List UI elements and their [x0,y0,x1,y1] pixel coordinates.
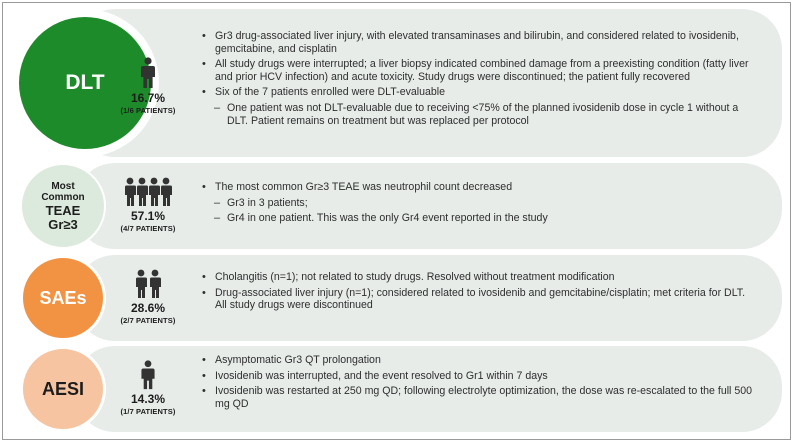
dlt-bullet-list [201,30,756,130]
list-item: • Six of the 7 patients enrolled were DLT-evaluable [201,86,756,99]
list-item: • Gr3 drug-associated liver injury, with elevated transaminases and bilirubin, and considered related to ivosidenib, gemcitabine, and cisplatin [201,30,756,55]
saes-stat [111,269,185,325]
row-saes [11,255,782,341]
list-item: • Ivosidenib was interrupted, and the event resolved to Gr1 within 7 days [201,370,756,383]
teae-percent: 57.1% [130,209,166,223]
saes-patients: (2/7 PATIENTS) [120,316,176,325]
teae-circle-line3: TEAE [45,202,81,218]
list-subitem: – Gr4 in one patient. This was the only Gr4 event reported in the study [201,212,756,225]
teae-circle-line4: Gr≥3 [48,216,78,232]
single-person-icon [141,360,155,390]
aesi-stat [111,360,185,416]
list-item: • Asymptomatic Gr3 QT prolongation [201,354,756,367]
saes-percent: 28.6% [130,301,166,315]
list-item: • Ivosidenib was restarted at 250 mg QD; following electrolyte optimization, the dose was re-escalated to the full 500 mg QD [201,385,756,410]
teae-circle-line1: Most [51,180,75,192]
aesi-circle-label: AESI [41,378,84,399]
list-item: • The most common Gr≥3 TEAE was neutrophil count decreased [201,181,756,194]
two-people-icon [135,269,161,299]
saes-circle [20,255,106,341]
saes-circle-label: SAEs [39,287,87,308]
aesi-circle [20,346,106,432]
list-subitem: – One patient was not DLT-evaluable due to receiving <75% of the planned ivosidenib dose in cycle 1 without a DLT. Patient remains on treatment but was replaced per protocol [201,102,756,127]
row-aesi [11,346,782,432]
saes-bullet-list [201,271,756,315]
aesi-percent: 14.3% [130,392,166,406]
dlt-circle-label: DLT [65,71,105,94]
list-item: • All study drugs were interrupted; a liver biopsy indicated combined damage from a preexisting condition (fatty liver and prior HCV infection) and acute toxicity. Study drugs were discontinued; the patient fully recovered [201,58,756,83]
row-teae [11,163,782,249]
teae-patients: (4/7 PATIENTS) [120,224,176,233]
group-four-people-icon [124,177,172,207]
list-item: • Drug-associated liver injury (n=1); considered related to ivosidenib and gemcitabine/cisplatin; met criteria for DLT. All study drugs were discontinued [201,287,756,312]
row-dlt [11,9,782,157]
aesi-patients: (1/7 PATIENTS) [120,407,176,416]
teae-stat [111,177,185,233]
dlt-stat [111,57,185,115]
list-subitem: – Gr3 in 3 patients; [201,197,756,210]
dlt-percent: 16.7% [130,91,166,105]
slide-frame [2,2,791,440]
dlt-patients: (1/6 PATIENTS) [120,106,176,115]
teae-circle-line2: Common [41,191,85,203]
list-item: • Cholangitis (n=1); not related to study drugs. Resolved without treatment modification [201,271,756,284]
single-person-icon [141,57,155,89]
teae-circle [20,163,106,249]
teae-bullet-list [201,181,756,228]
aesi-bullet-list [201,354,756,413]
